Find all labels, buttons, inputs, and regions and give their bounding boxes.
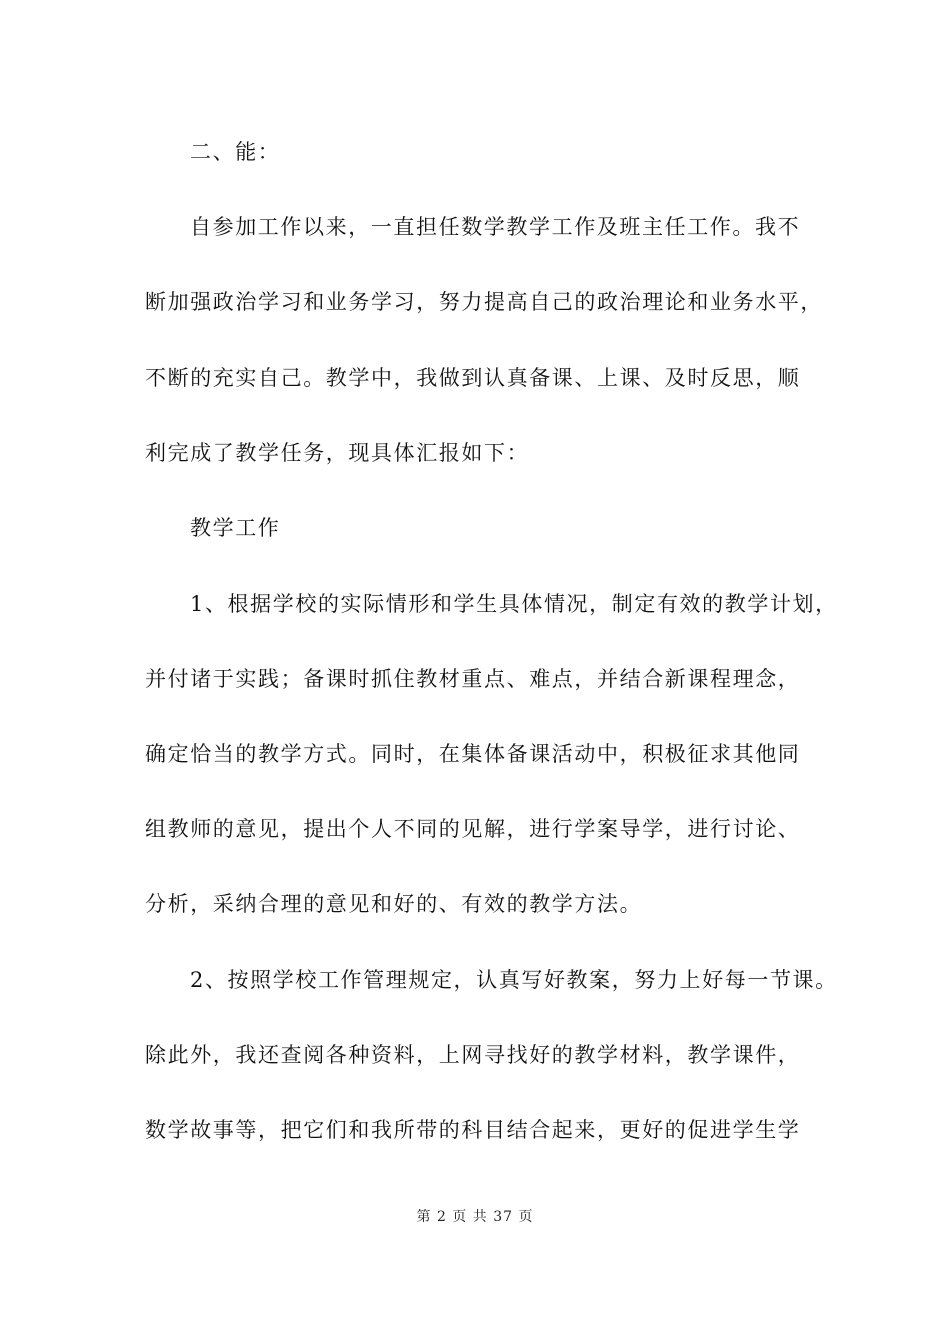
section-heading: 二、能： (190, 140, 281, 164)
paragraph-line: 数学故事等，把它们和我所带的科目结合起来，更好的促进学生学 (145, 1118, 801, 1142)
paragraph-line: 分析，采纳合理的意见和好的、有效的教学方法。 (145, 892, 643, 916)
subheading: 教学工作 (190, 516, 281, 540)
page-number-footer: 第 2 页 共 37 页 (416, 1209, 534, 1225)
paragraph-line: 断加强政治学习和业务学习，努力提高自己的政治理论和业务水平， (145, 290, 823, 314)
paragraph-line: 组教师的意见，提出个人不同的见解，进行学案导学，进行讨论、 (145, 817, 801, 841)
paragraph-line: 利完成了教学任务，现具体汇报如下： (145, 441, 530, 465)
paragraph-line: 确定恰当的教学方式。同时，在集体备课活动中，积极征求其他同 (145, 742, 801, 766)
paragraph-line: 2、按照学校工作管理规定，认真写好教案，努力上好每一节课。 (190, 968, 838, 992)
paragraph-line: 不断的充实自己。教学中，我做到认真备课、上课、及时反思，顺 (145, 366, 801, 390)
paragraph-line: 并付诸于实践；备课时抓住教材重点、难点，并结合新课程理念， (145, 667, 801, 691)
paragraph-line: 自参加工作以来，一直担任数学教学工作及班主任工作。我不 (190, 215, 801, 239)
paragraph-line: 1、根据学校的实际情形和学生具体情况，制定有效的教学计划， (190, 592, 838, 616)
paragraph-line: 除此外，我还查阅各种资料，上网寻找好的教学材料，教学课件， (145, 1043, 801, 1067)
